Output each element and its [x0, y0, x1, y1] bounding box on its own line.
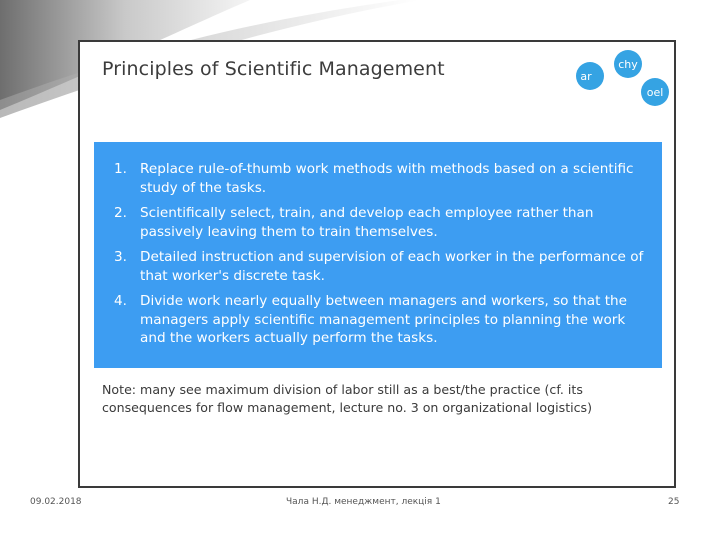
slide-note: Note: many see maximum division of labor still as a best/the practice (cf. its consequences for flow management, lecture no. 3 on organizational logistics)	[102, 382, 593, 415]
footer-date: 09.02.2018	[30, 497, 82, 507]
principle-item	[110, 292, 646, 348]
principles-box	[94, 142, 662, 368]
principle-item	[110, 160, 646, 197]
slide-title: Principles of Scientific Management	[102, 58, 445, 80]
circle-badge-chy: chy	[614, 50, 642, 78]
principle-number: 1.	[114, 161, 127, 177]
principle-number: 4.	[114, 293, 127, 309]
circle-badge-ar: ar	[576, 62, 604, 90]
principle-item	[110, 248, 646, 285]
principle-text: Detailed instruction and supervision of each worker in the performance of that worker's discrete task.	[140, 249, 644, 284]
circle-badge-oel: oel	[641, 78, 669, 106]
principle-text: Scientifically select, train, and develop each employee rather than passively leaving them to train themselves.	[140, 205, 594, 240]
principle-number: 2.	[114, 205, 127, 221]
footer-page-number: 25	[668, 497, 680, 507]
principle-item	[110, 204, 646, 241]
footer-author: Чала Н.Д. менеджмент, лекція 1	[286, 497, 441, 507]
principle-text: Divide work nearly equally between managers and workers, so that the managers apply scientific management principles to planning the work and the workers actually perform the tasks.	[140, 293, 628, 346]
principle-text: Replace rule-of-thumb work methods with methods based on a scientific study of the tasks.	[140, 161, 634, 196]
principle-number: 3.	[114, 249, 127, 265]
